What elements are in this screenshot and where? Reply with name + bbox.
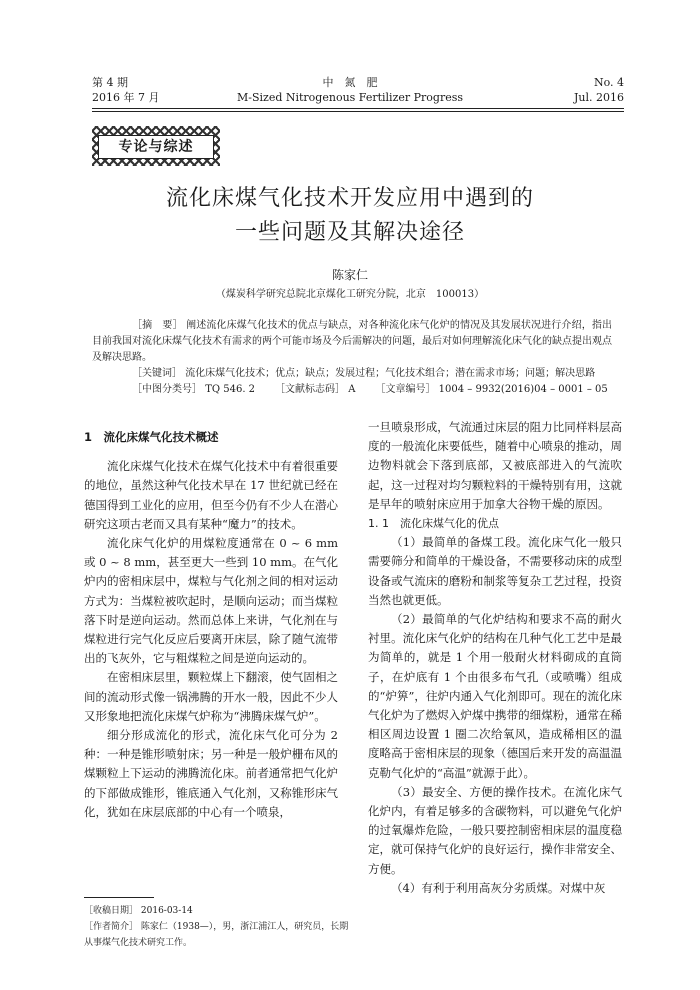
doc-code-value: A <box>348 384 356 395</box>
article-no-value: 1004 – 9932(2016)04 – 0001 – 05 <box>438 384 608 395</box>
abstract-label: ［摘 要］ <box>132 320 183 331</box>
header-date: 2016 年 7 月 <box>92 91 160 104</box>
body-paragraph: （1）最简单的备煤工段。流化床气化一般只需要筛分和简单的干燥设备，不需要移动床的成型设备或气流床的磨粉和制浆等复杂工艺过程，投资当然也就更低。 <box>368 535 622 607</box>
author-bio: 陈家仁（1938—），男，浙江浦江人，研究员，长期从事煤气化技术研究工作。 <box>84 922 349 948</box>
received-date-line <box>84 903 354 919</box>
body-paragraph: （2）最简单的气化炉结构和要求不高的耐火衬里。流化床气化炉的结构在几种气化工艺中是最为简单的，就是 1 个用一般耐火材料砌成的直筒子，在炉底有 1 个由很多布气孔（或喷嘴）组成的“炉箅”，往炉内通入气化剂即可。现在的流化床气化炉为了燃烬入炉煤中携带的细煤粉，通常在稀相区周边设置 1 圈二次给氧风，造成稀相区的温度略高于密相床层的现象（德国后来开发的高温温克勒气化炉的“高温”就源于此）。 <box>368 612 622 780</box>
body-paragraph: 在密相床层里，颗粒煤上下翻滚，使气固相之间的流动形式像一锅沸腾的开水一般，因此不少人又形象地把流化床煤气炉称为“沸腾床煤气炉”。 <box>84 670 338 723</box>
column-tag-border <box>92 126 220 166</box>
body-column-right <box>368 418 622 898</box>
subsection-1-1-heading: 1. 1 流化床煤气化的优点 <box>368 517 499 531</box>
author-affiliation: （煤炭科学研究总院北京煤化工研究分院，北京 100013） <box>215 289 485 300</box>
classification-line <box>92 382 612 398</box>
header-rule <box>92 108 624 109</box>
body-paragraph: 细分形成流化的形式，流化床气化可分为 2 种：一种是锥形喷射床；另一种是一般炉栅布风的煤颗粒上下运动的沸腾流化床。前者通常把气化炉的下部做成锥形，锥底通入气化剂，又称锥形床气化，犹如在床层底部的中心有一个喷泉， <box>84 728 338 819</box>
author-bio-label: ［作者简介］ <box>84 922 139 932</box>
body-paragraph: 流化床煤气化技术在煤气化技术中有着很重要的地位，虽然这种气化技术早在 17 世纪就已经在德国得到工业化的应用，但至今仍有不少人在潜心研究这项古老而又具有某种“魔力”的技术。 <box>84 459 338 531</box>
footnote-rule <box>84 897 154 898</box>
header-rule-thin <box>92 111 624 112</box>
clc-label: ［中图分类号］ <box>132 384 202 395</box>
header-issue-en: No. 4 <box>593 76 624 89</box>
header-date-en: Jul. 2016 <box>574 91 624 104</box>
body-paragraph: （3）最安全、方便的操作技术。在流化床气化炉内，有着足够多的含碳物料，可以避免气化炉的过氧爆炸危险，一般只要控制密相床层的温度稳定，就可保持气化炉的良好运行，操作非常安全、方便。 <box>368 784 622 876</box>
footnote-block <box>84 903 354 951</box>
column-tag: 专论与综述 <box>98 135 214 159</box>
header-right <box>574 75 624 105</box>
keywords-label: ［关键词］ <box>132 368 182 379</box>
keywords-text: 流化床煤气化技术；优点；缺点；发展过程；气化技术组合；潜在需求市场；问题；解决思路 <box>185 368 596 379</box>
title-line-2: 一些问题及其解决途径 <box>234 220 465 245</box>
header-issue: 第 4 期 <box>92 76 128 89</box>
body-column-left <box>84 418 338 822</box>
received-label: ［收稿日期］ <box>84 906 139 916</box>
abstract-paragraph <box>92 318 612 366</box>
journal-title-en: M-Sized Nitrogenous Fertilizer Progress <box>236 91 464 104</box>
keywords-line <box>92 366 612 382</box>
abstract-text: 阐述流化床煤气化技术的优点与缺点，对各种流化床气化炉的情况及其发展状况进行介绍，指出目前我国对流化床煤气化技术有需求的两个可能市场及今后需解决的问题，最后对如何理解流化床气化的缺点提出观点及解决思路。 <box>92 320 613 363</box>
title-line-1: 流化床煤气化技术开发应用中遇到的 <box>165 186 534 211</box>
body-paragraph: 流化床气化炉的用煤粒度通常在 0 ~ 6 mm 或 0 ~ 8 mm，甚至更大一些到 10 mm。在气化炉内的密相床层中，煤粒与气化剂之间的相对运动方式为：当煤粒被吹起时，是顺向运动；而当煤粒落下时是逆向运动。然而总体上来讲，气化剂在与煤粒进行完气化反应后要离开床层，除了随气流带出的飞灰外，它与粗煤粒之间是逆向运动的。 <box>84 536 338 666</box>
received-date: 2016-03-14 <box>140 906 193 916</box>
article-title <box>0 182 700 250</box>
body-paragraph: 一旦喷泉形成，气流通过床层的阻力比同样料层高度的一般流化床要低些，随着中心喷泉的推动，周边物料就会下落到底部，又被底部进入的气流吹起，这一过程对均匀颗粒料的干燥特别有用，这就是早年的喷射床应用于加拿大谷物干燥的原因。 <box>368 420 622 511</box>
abstract-block <box>92 318 612 398</box>
body-paragraph: （4）有利于利用高灰分劣质煤。对煤中灰 <box>391 880 606 895</box>
clc-value: TQ 546. 2 <box>205 384 256 395</box>
author-bio-line <box>84 919 354 951</box>
journal-title-cn: 中 氮 肥 <box>322 76 378 89</box>
author-name: 陈家仁 <box>331 268 368 282</box>
doc-code-label: ［文献标志码］ <box>275 384 346 395</box>
section-1-heading: 1 流化床煤气化技术概述 <box>84 430 219 444</box>
article-no-label: ［文章编号］ <box>375 384 436 395</box>
